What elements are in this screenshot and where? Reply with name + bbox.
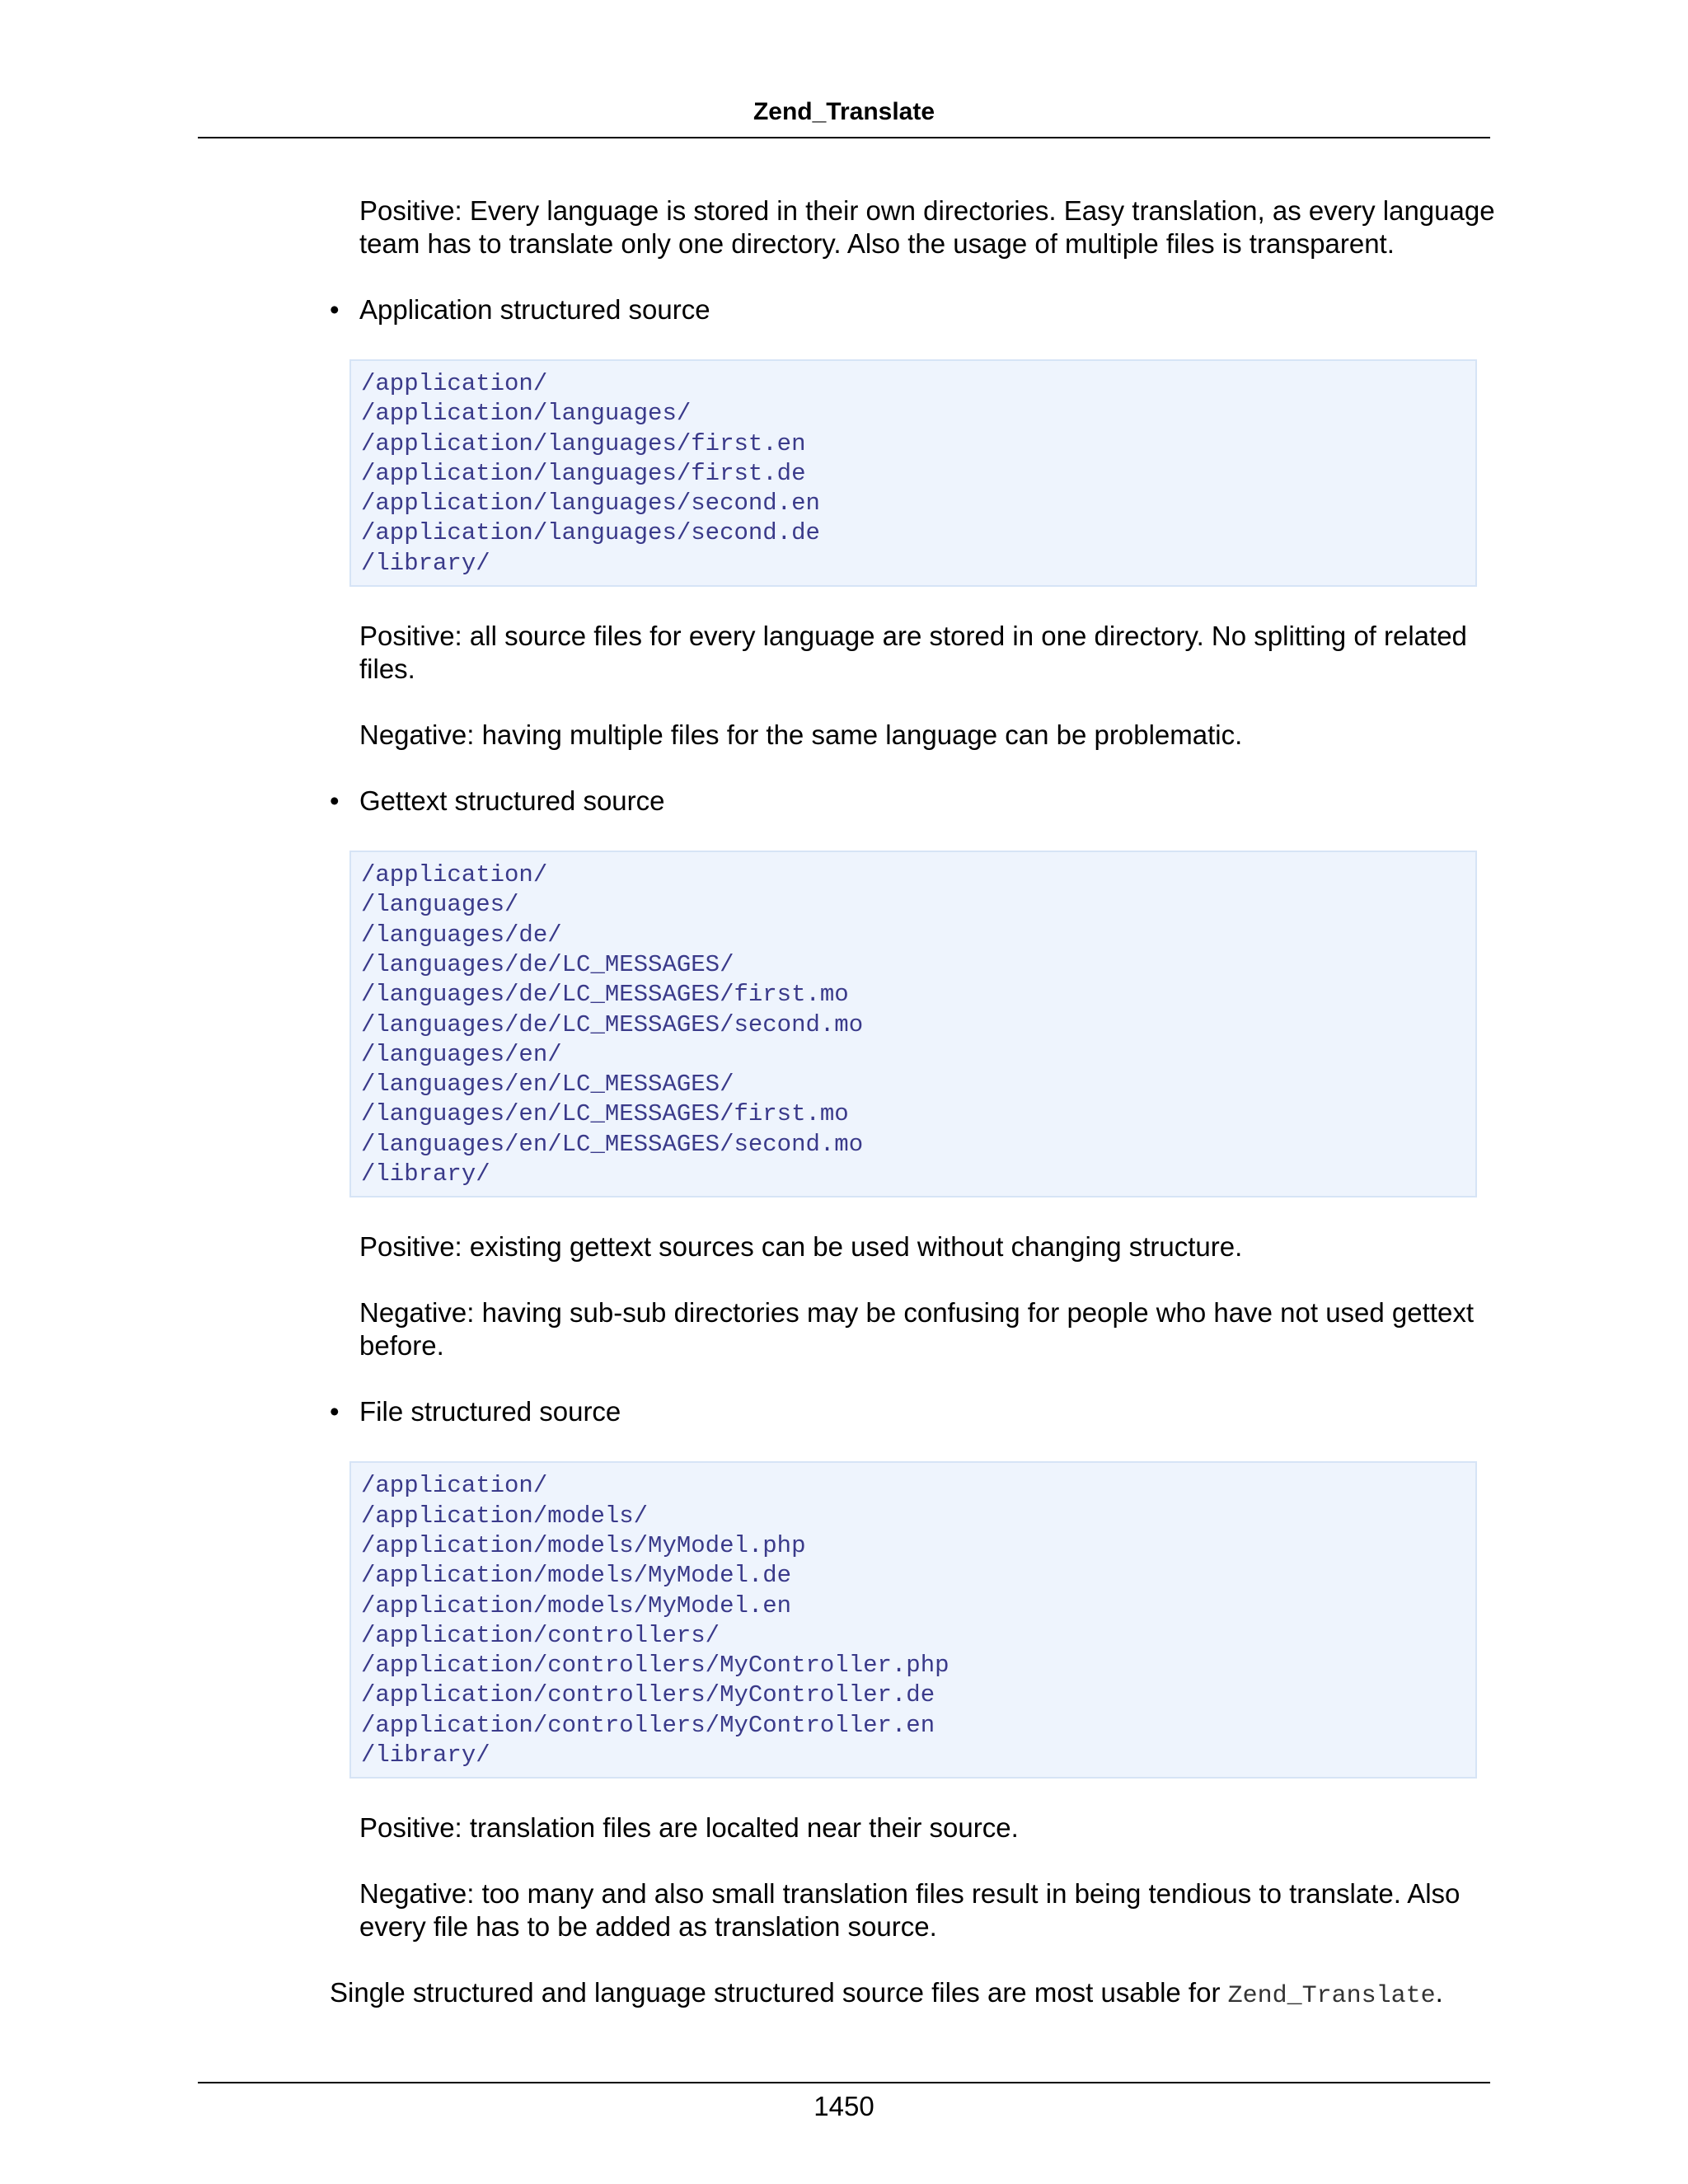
code-line: /application/models/MyModel.de: [361, 1562, 792, 1590]
bullet-item: [330, 293, 1500, 326]
code-block: [349, 851, 1477, 1197]
code-line: /languages/: [361, 891, 519, 919]
code-line: /languages/en/LC_MESSAGES/first.mo: [361, 1100, 849, 1128]
closing-text: Single structured and language structured source files are most usable for: [330, 1977, 1228, 2008]
code-line: /application/: [361, 370, 548, 397]
page-footer: [198, 2082, 1490, 2123]
code-line: /library/: [361, 1160, 490, 1188]
code-block: [349, 1461, 1477, 1779]
closing-paragraph: [330, 1976, 1500, 2013]
note-paragraph: Negative: too many and also small translation files result in being tendious to translate. Also every file has to be added as translation source.: [359, 1878, 1461, 1943]
code-line: /languages/en/LC_MESSAGES/second.mo: [361, 1130, 864, 1158]
closing-suffix: .: [1435, 1977, 1443, 2008]
code-line: /application/languages/: [361, 400, 692, 428]
note-paragraph: Positive: all source files for every language are stored in one directory. No splitting of related files.: [359, 621, 1467, 685]
code-line: /languages/de/LC_MESSAGES/: [361, 950, 734, 978]
intro-paragraph: Positive: Every language is stored in their own directories. Easy translation, as every language team has to translate only one directory. Also the usage of multiple files is transparent.: [359, 195, 1495, 259]
code-line: /library/: [361, 549, 490, 577]
code-line: /application/languages/second.de: [361, 519, 820, 547]
class-name-code: Zend_Translate: [1227, 1982, 1436, 2011]
note-paragraph: Positive: translation files are localted near their source.: [359, 1812, 1019, 1844]
page-header: [198, 97, 1490, 138]
code-line: /languages/en/: [361, 1040, 562, 1068]
bullet-label: Gettext structured source: [359, 785, 665, 817]
note-paragraph: Negative: having multiple files for the same language can be problematic.: [359, 719, 1243, 751]
bullet-label: File structured source: [359, 1396, 621, 1427]
code-line: /application/languages/first.de: [361, 459, 806, 487]
note-paragraph: Negative: having sub-sub directories may be confusing for people who have not used gettext before.: [359, 1297, 1474, 1361]
bullet-dot-icon: •: [330, 1396, 340, 1427]
code-line: /application/models/: [361, 1502, 649, 1530]
code-line: /application/models/MyModel.php: [361, 1531, 806, 1559]
code-line: /application/controllers/MyController.de: [361, 1681, 935, 1709]
code-block: [349, 359, 1477, 587]
code-line: /languages/en/LC_MESSAGES/: [361, 1071, 734, 1099]
code-line: /languages/de/LC_MESSAGES/first.mo: [361, 981, 849, 1009]
bullet-item: [330, 1395, 1500, 1428]
bullet-dot-icon: •: [330, 294, 340, 325]
code-line: /application/: [361, 861, 548, 889]
code-line: /languages/de/: [361, 921, 562, 949]
code-line: /languages/de/LC_MESSAGES/second.mo: [361, 1010, 864, 1038]
code-line: /application/languages/second.en: [361, 490, 820, 518]
main-content: [330, 194, 1500, 2013]
code-line: /application/: [361, 1472, 548, 1500]
code-line: /library/: [361, 1741, 490, 1769]
bullet-item: [330, 785, 1500, 818]
code-line: /application/controllers/: [361, 1621, 720, 1649]
bullet-label: Application structured source: [359, 294, 710, 325]
page-header-title: Zend_Translate: [753, 98, 935, 125]
code-line: /application/languages/first.en: [361, 429, 806, 457]
code-line: /application/controllers/MyController.php: [361, 1652, 950, 1680]
bullet-dot-icon: •: [330, 785, 340, 817]
page-number: 1450: [814, 2091, 874, 2121]
note-paragraph: Positive: existing gettext sources can be used without changing structure.: [359, 1231, 1243, 1263]
code-line: /application/controllers/MyController.en: [361, 1711, 935, 1739]
code-line: /application/models/MyModel.en: [361, 1591, 792, 1619]
